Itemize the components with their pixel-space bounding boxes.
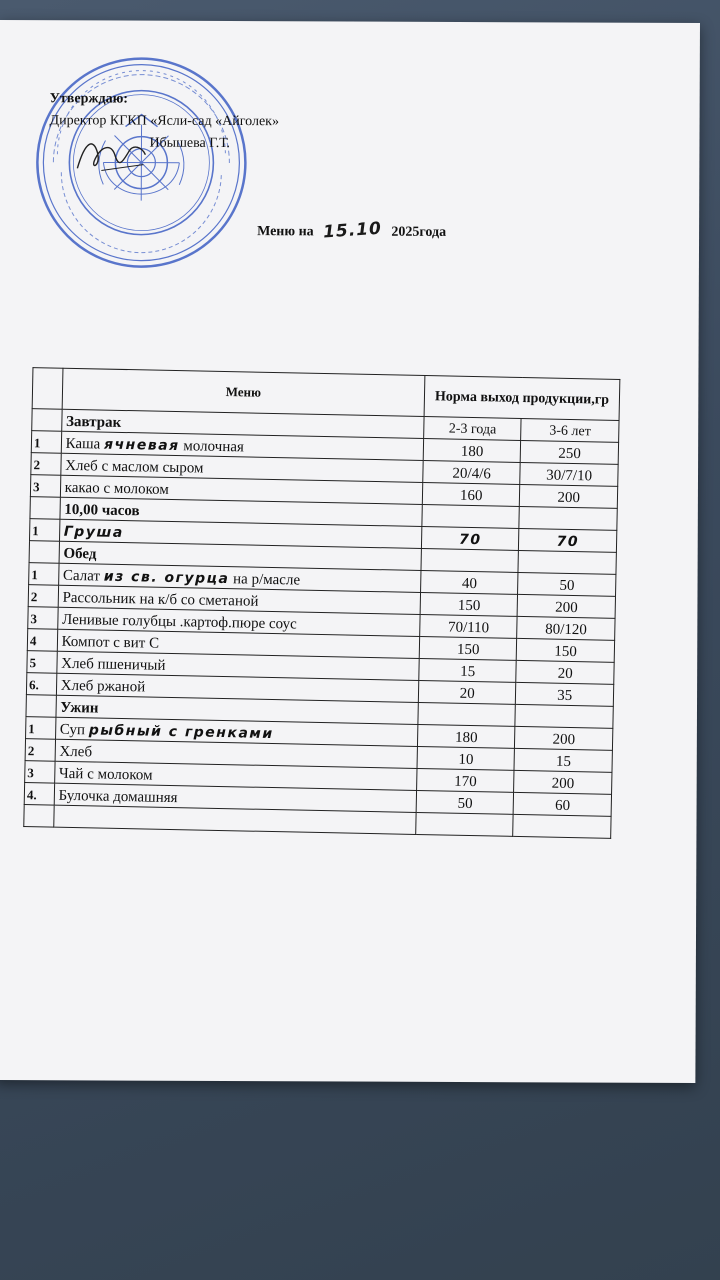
portion-2-3: 50 bbox=[416, 790, 514, 814]
dish-name-text: Ленивые голубцы .картоф.пюре соус bbox=[61, 611, 297, 633]
section-num-cell bbox=[30, 497, 60, 520]
empty-cell bbox=[416, 812, 514, 836]
portion-2-3: 70/110 bbox=[420, 614, 518, 638]
title-date-handwritten: 15.10 bbox=[322, 218, 383, 243]
row-number: 1 bbox=[26, 717, 56, 740]
row-number: 1 bbox=[30, 519, 60, 542]
portion-3-6: 20 bbox=[516, 660, 614, 684]
empty-cell bbox=[513, 814, 611, 838]
row-number: 1 bbox=[29, 563, 59, 586]
title-prefix: Меню на bbox=[257, 224, 314, 240]
section-num-cell bbox=[29, 541, 59, 564]
empty-cell bbox=[519, 506, 617, 530]
dish-name-text: Хлеб с маслом сыром bbox=[65, 457, 204, 477]
row-number: 2 bbox=[31, 453, 61, 476]
section-title: Обед bbox=[59, 541, 422, 570]
portion-3-6: 70 bbox=[519, 528, 617, 552]
portion-2-3: 20 bbox=[418, 680, 516, 704]
portion-3-6: 80/120 bbox=[517, 616, 615, 640]
dish-name-text: Каша bbox=[65, 435, 105, 453]
dish-name-text: Булочка домашняя bbox=[58, 787, 178, 807]
title-suffix: 2025года bbox=[391, 224, 447, 240]
portion-3-6: 250 bbox=[521, 440, 619, 464]
menu-table bbox=[23, 367, 620, 839]
menu-title bbox=[257, 220, 446, 241]
row-number: 4. bbox=[24, 783, 54, 806]
portion-3-6: 200 bbox=[518, 594, 616, 618]
portion-3-6: 35 bbox=[516, 682, 614, 706]
approve-label: Утверждаю: bbox=[49, 91, 129, 107]
row-number: 2 bbox=[28, 585, 58, 608]
portion-3-6: 60 bbox=[514, 792, 612, 816]
portion-2-3: 150 bbox=[419, 636, 517, 660]
portion-2-3: 15 bbox=[419, 658, 517, 682]
portion-3-6: 15 bbox=[514, 748, 612, 772]
dish-name-text: Хлеб ржаной bbox=[60, 677, 146, 696]
director-name: Ибышева Г.Т. bbox=[149, 135, 230, 152]
dish-name-handwritten: ячневая bbox=[103, 436, 180, 455]
empty-cell bbox=[421, 548, 519, 572]
age-header-2-3: 2-3 года bbox=[424, 417, 522, 441]
empty-cell bbox=[24, 805, 54, 828]
dish-name-text: Суп bbox=[59, 721, 89, 739]
section-title: Завтрак bbox=[61, 409, 424, 438]
portion-3-6: 150 bbox=[517, 638, 615, 662]
portion-2-3: 20/4/6 bbox=[423, 461, 521, 485]
portion-3-6: 50 bbox=[518, 572, 616, 596]
dish-name-text: Чай с молоком bbox=[58, 765, 153, 784]
header-num-cell bbox=[32, 368, 62, 410]
portion-3-6: 200 bbox=[515, 726, 613, 750]
row-number: 2 bbox=[25, 739, 55, 762]
portion-3-6: 200 bbox=[514, 770, 612, 794]
row-number: 3 bbox=[30, 475, 60, 498]
empty-cell bbox=[515, 704, 613, 728]
portion-2-3: 180 bbox=[423, 439, 521, 463]
document-page bbox=[0, 20, 700, 1083]
portion-2-3: 180 bbox=[417, 724, 515, 748]
dish-name-handwritten: рыбный с гренками bbox=[88, 722, 274, 743]
section-num-cell bbox=[26, 695, 56, 718]
portion-2-3: 160 bbox=[422, 483, 520, 507]
portion-2-3: 40 bbox=[421, 570, 519, 594]
portion-2-3: 170 bbox=[417, 768, 515, 792]
empty-cell bbox=[422, 504, 520, 528]
dish-name-suffix: на р/масле bbox=[232, 571, 301, 589]
row-number: 4 bbox=[27, 629, 57, 652]
section-title: Ужин bbox=[56, 695, 419, 724]
portion-2-3: 70 bbox=[421, 526, 519, 550]
row-number: 3 bbox=[28, 607, 58, 630]
row-number: 5 bbox=[27, 651, 57, 674]
dish-name-text: какао с молоком bbox=[64, 479, 169, 498]
dish-name-text: Рассольник на к/б со сметаной bbox=[62, 589, 259, 610]
portion-3-6: 200 bbox=[520, 484, 618, 508]
row-number: 3 bbox=[25, 761, 55, 784]
row-number: 6. bbox=[26, 673, 56, 696]
row-number: 1 bbox=[31, 431, 61, 454]
dish-name-suffix: молочная bbox=[183, 438, 245, 456]
dish-name-text: Хлеб bbox=[59, 743, 93, 761]
portion-3-6: 30/7/10 bbox=[520, 462, 618, 486]
section-num-cell bbox=[32, 409, 62, 432]
header-norm-cell: Норма выход продукции,гр bbox=[424, 376, 620, 421]
director-title: Директор КГКП «Ясли-сад «Айголек» bbox=[49, 113, 280, 130]
dish-name-text: Компот с вит С bbox=[61, 633, 160, 652]
dish-name-handwritten: Груша bbox=[63, 523, 124, 542]
portion-2-3: 10 bbox=[417, 746, 515, 770]
section-title: 10,00 часов bbox=[60, 497, 423, 526]
dish-name-handwritten: из св. огурца bbox=[103, 568, 230, 588]
header-menu-cell: Меню bbox=[62, 368, 425, 416]
portion-2-3: 150 bbox=[420, 592, 518, 616]
dish-name-text: Салат bbox=[62, 567, 104, 585]
empty-cell bbox=[518, 550, 616, 574]
dish-name-text: Хлеб пшеничый bbox=[61, 655, 166, 674]
empty-cell bbox=[418, 702, 516, 726]
age-header-3-6: 3-6 лет bbox=[521, 418, 619, 442]
signature bbox=[71, 130, 151, 180]
